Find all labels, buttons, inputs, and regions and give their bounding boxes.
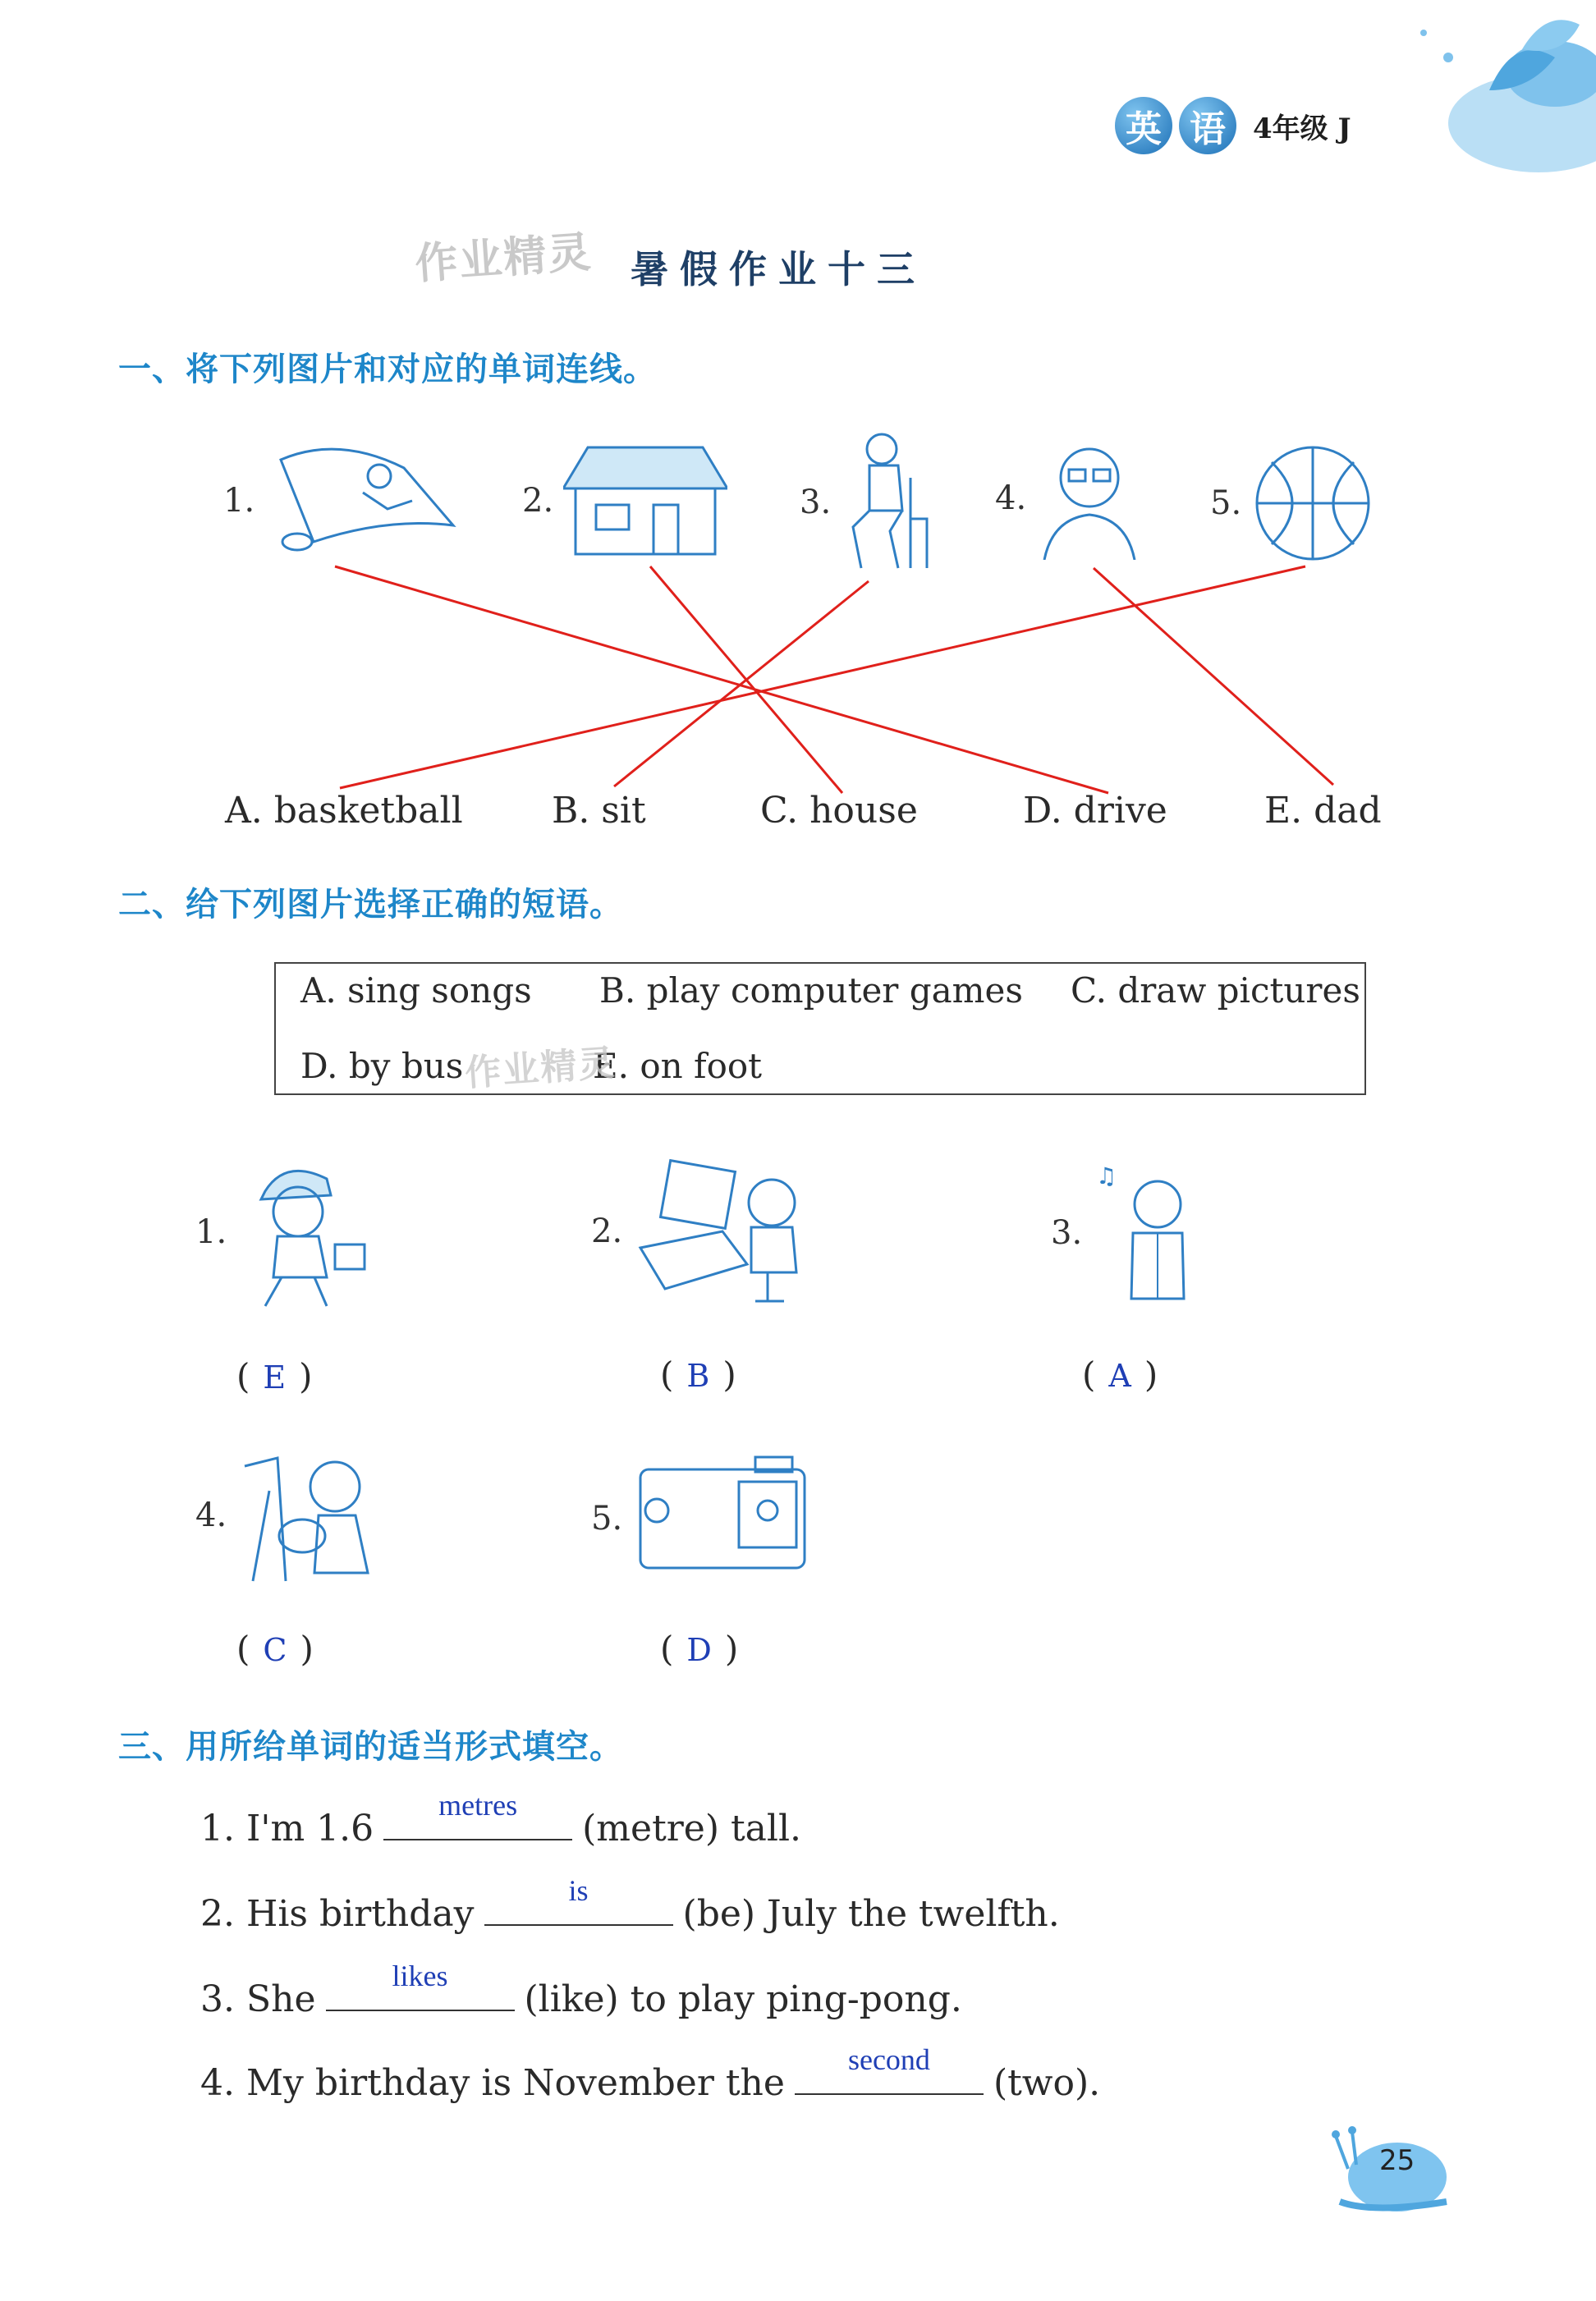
watermark: 作业精灵 bbox=[413, 227, 594, 290]
answer-value: A bbox=[1108, 1358, 1131, 1394]
phrase-option: B. play computer games bbox=[599, 970, 1023, 1011]
picture-number: 3. bbox=[1051, 1214, 1083, 1252]
fill-sentence-1: 1. I'm 1.6 metres (metre) tall. bbox=[200, 1789, 802, 1850]
picture-number: 2. bbox=[591, 1212, 623, 1250]
answer-blank[interactable]: is bbox=[484, 1882, 673, 1926]
match-line bbox=[614, 581, 869, 786]
fill-sentence-3: 3. She likes (like) to play ping-pong. bbox=[200, 1960, 962, 2020]
answer-blank[interactable]: second bbox=[795, 2051, 984, 2095]
word-option: E. dad bbox=[1264, 790, 1382, 832]
answer-3: ( A ) bbox=[1082, 1354, 1158, 1395]
subject-char-2: 语 bbox=[1179, 97, 1236, 154]
answer-value: B bbox=[686, 1358, 710, 1394]
page-title: 暑假作业十三 bbox=[631, 247, 926, 291]
answer-value: C bbox=[263, 1632, 287, 1668]
answer-1: ( E ) bbox=[236, 1356, 313, 1396]
picture-number: 1. bbox=[223, 482, 255, 520]
picture-number: 5. bbox=[591, 1500, 623, 1538]
phrase-picture-1 bbox=[195, 1154, 376, 1310]
picture-number: 4. bbox=[995, 479, 1027, 517]
picture-number: 1. bbox=[195, 1213, 227, 1251]
bus-icon bbox=[632, 1453, 813, 1584]
singing-boy-icon bbox=[1092, 1159, 1199, 1307]
subject-char-1: 英 bbox=[1115, 97, 1172, 154]
answer-blank[interactable]: metres bbox=[383, 1796, 572, 1840]
watermark: 作业精灵 bbox=[463, 1042, 617, 1095]
section3-heading: 三、用所给单词的适当形式填空。 bbox=[118, 1728, 623, 1766]
picture-number: 5. bbox=[1210, 484, 1242, 522]
phrase-picture-2 bbox=[591, 1157, 821, 1305]
word-option: A. basketball bbox=[225, 790, 463, 832]
walking-boy-icon bbox=[236, 1154, 376, 1310]
match-line bbox=[1094, 568, 1333, 785]
girl-computer-icon bbox=[632, 1157, 821, 1305]
section1-heading: 一、将下列图片和对应的单词连线。 bbox=[118, 351, 657, 388]
match-line bbox=[340, 566, 1305, 788]
girl-painting-icon bbox=[236, 1442, 384, 1589]
phrase-option: C. draw pictures bbox=[1071, 970, 1360, 1011]
phrase-picture-5 bbox=[591, 1453, 813, 1584]
phrase-option: E. on foot bbox=[593, 1046, 763, 1086]
fill-sentence-2: 2. His birthday is (be) July the twelfth. bbox=[200, 1874, 1060, 1935]
phrase-picture-3 bbox=[1051, 1159, 1199, 1307]
answer-value: D bbox=[686, 1632, 712, 1668]
match-line bbox=[335, 566, 1108, 793]
answer-5: ( D ) bbox=[660, 1629, 739, 1669]
answer-2: ( B ) bbox=[660, 1354, 736, 1395]
answer-4: ( C ) bbox=[236, 1629, 314, 1669]
phrase-picture-4 bbox=[195, 1442, 384, 1589]
picture-number: 4. bbox=[195, 1497, 227, 1534]
answer-blank[interactable]: likes bbox=[326, 1967, 515, 2011]
word-option: B. sit bbox=[552, 790, 646, 832]
answer-value: E bbox=[263, 1359, 287, 1396]
options-box bbox=[274, 962, 1366, 1095]
grade-label: 4年级 J bbox=[1253, 112, 1351, 145]
picture-number: 2. bbox=[522, 482, 554, 520]
word-option: D. drive bbox=[1023, 790, 1167, 832]
word-option: C. house bbox=[760, 790, 918, 832]
section2-heading: 二、给下列图片选择正确的短语。 bbox=[118, 886, 623, 924]
svg-text:♫: ♫ bbox=[1096, 1162, 1117, 1189]
fill-sentence-4: 4. My birthday is November the second (two). bbox=[200, 2043, 1101, 2104]
phrase-option: D. by bus bbox=[300, 1046, 464, 1086]
matching-lines bbox=[0, 0, 1596, 821]
picture-number: 3. bbox=[800, 484, 832, 521]
phrase-option: A. sing songs bbox=[300, 970, 532, 1011]
page-number: 25 bbox=[1379, 2144, 1415, 2177]
